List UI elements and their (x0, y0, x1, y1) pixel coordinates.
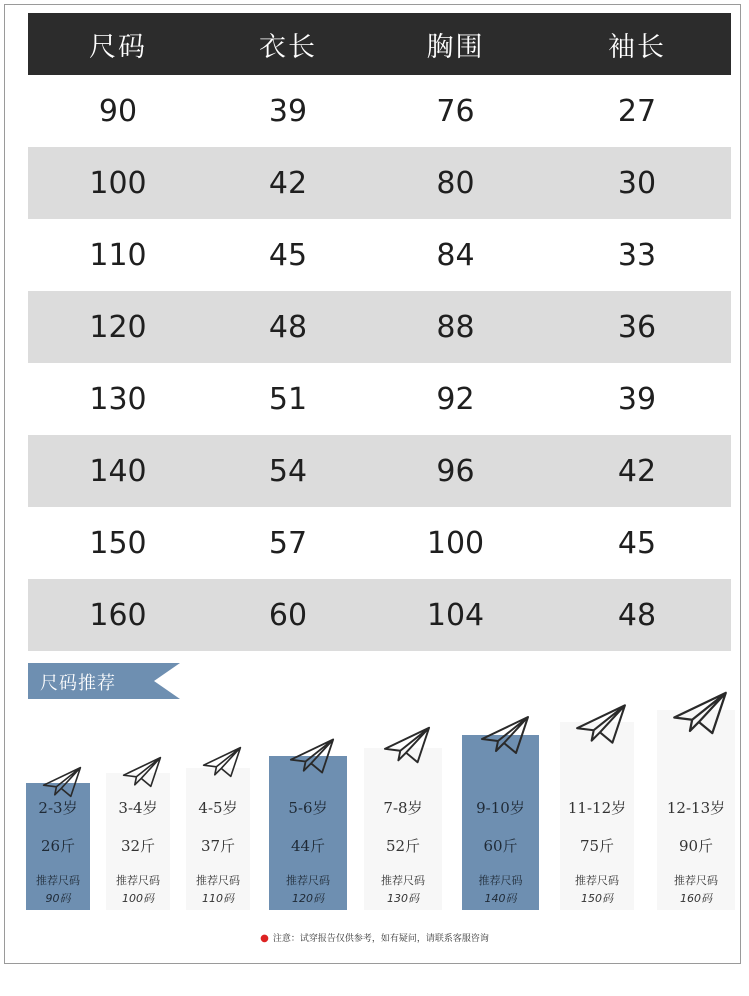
paper-plane-icon (122, 752, 162, 792)
cell-size: 120 (89, 309, 147, 345)
cell-size: 100 (89, 165, 147, 201)
table-row (28, 75, 731, 147)
cell-size: 90 (98, 93, 138, 129)
cell-sleeve: 48 (617, 597, 657, 633)
card-recommend-label: 推荐尺码 (674, 874, 718, 887)
card-weight: 32斤 (120, 837, 156, 855)
cell-chest: 88 (436, 309, 475, 345)
card-weight: 44斤 (290, 837, 326, 855)
cell-chest: 100 (426, 525, 485, 561)
table-row (28, 507, 731, 579)
cell-chest: 104 (426, 597, 485, 633)
card-age: 2-3岁 (38, 799, 78, 817)
cell-sleeve: 39 (617, 381, 657, 417)
cell-chest: 96 (436, 453, 475, 489)
cell-chest: 76 (436, 93, 475, 129)
disclaimer-note (0, 931, 749, 944)
card-age: 12-13岁 (666, 799, 726, 817)
card-age: 9-10岁 (476, 799, 525, 817)
card-recommend-label: 推荐尺码 (575, 874, 619, 887)
card-age: 4-5岁 (198, 799, 238, 817)
card-weight: 52斤 (385, 837, 421, 855)
size-recommend-card (462, 735, 539, 910)
size-recommend-card (269, 756, 347, 910)
card-size: 110码 (202, 892, 234, 905)
cell-length: 54 (268, 453, 308, 489)
card-size: 150码 (581, 892, 613, 905)
card-weight: 75斤 (579, 837, 615, 855)
cell-length: 42 (268, 165, 308, 201)
note-text: 注意：试穿报告仅供参考，如有疑问，请联系客服咨询 (272, 934, 489, 944)
header-sleeve: 袖长 (608, 31, 666, 63)
card-size: 100码 (122, 892, 154, 905)
table-row (28, 219, 731, 291)
card-recommend-label: 推荐尺码 (36, 874, 80, 887)
cell-sleeve: 33 (617, 237, 657, 273)
size-recommend-title: 尺码推荐 (40, 673, 116, 694)
card-recommend-label: 推荐尺码 (286, 874, 330, 887)
size-chart-table (28, 13, 731, 651)
size-recommend-card (106, 773, 170, 910)
card-age: 7-8岁 (383, 799, 423, 817)
card-weight: 37斤 (200, 837, 236, 855)
card-size: 140码 (484, 892, 517, 905)
card-recommend-label: 推荐尺码 (381, 874, 425, 887)
cell-length: 48 (268, 309, 308, 345)
card-size: 120码 (292, 892, 324, 905)
cell-length: 39 (268, 93, 308, 129)
paper-plane-icon (575, 698, 627, 750)
card-recommend-label: 推荐尺码 (116, 874, 160, 887)
note-bullet-icon: ● (260, 933, 269, 944)
card-recommend-label: 推荐尺码 (196, 874, 240, 887)
card-age: 5-6岁 (288, 799, 328, 817)
cell-length: 57 (268, 525, 308, 561)
card-size: 130码 (387, 892, 419, 905)
size-recommend-card (364, 748, 442, 910)
card-weight: 60斤 (483, 837, 518, 855)
size-recommend-card (560, 722, 634, 910)
card-weight: 90斤 (678, 837, 714, 855)
cell-size: 150 (89, 525, 147, 561)
cell-sleeve: 30 (617, 165, 657, 201)
cell-chest: 84 (436, 237, 475, 273)
cell-chest: 92 (436, 381, 475, 417)
cell-size: 140 (89, 453, 147, 489)
cell-sleeve: 27 (617, 93, 657, 129)
card-weight: 26斤 (40, 837, 76, 855)
table-row (28, 363, 731, 435)
cell-chest: 80 (436, 165, 475, 201)
paper-plane-icon (289, 733, 335, 779)
cell-sleeve: 42 (617, 453, 657, 489)
cell-size: 160 (89, 597, 147, 633)
card-recommend-label: 推荐尺码 (478, 874, 523, 887)
paper-plane-icon (672, 685, 728, 741)
paper-plane-icon (202, 742, 242, 782)
table-row (28, 579, 731, 651)
paper-plane-icon (42, 762, 82, 802)
cell-sleeve: 36 (617, 309, 657, 345)
card-size: 160码 (680, 892, 712, 905)
card-age: 3-4岁 (118, 799, 158, 817)
size-recommend-banner (28, 663, 180, 699)
card-size: 90码 (45, 892, 71, 905)
table-row (28, 435, 731, 507)
cell-size: 130 (89, 381, 147, 417)
header-size: 尺码 (89, 31, 147, 63)
cell-length: 60 (268, 597, 308, 633)
paper-plane-icon (383, 721, 431, 769)
table-row (28, 291, 731, 363)
size-recommend-card (26, 783, 90, 910)
header-length: 衣长 (259, 31, 317, 63)
cell-sleeve: 45 (617, 525, 657, 561)
header-chest: 胸围 (426, 31, 485, 63)
card-age: 11-12岁 (567, 799, 627, 817)
cell-length: 51 (268, 381, 308, 417)
size-recommend-card (186, 768, 250, 910)
cell-size: 110 (89, 237, 147, 273)
paper-plane-icon (480, 710, 530, 760)
cell-length: 45 (268, 237, 308, 273)
table-row (28, 147, 731, 219)
table-header (28, 13, 731, 75)
